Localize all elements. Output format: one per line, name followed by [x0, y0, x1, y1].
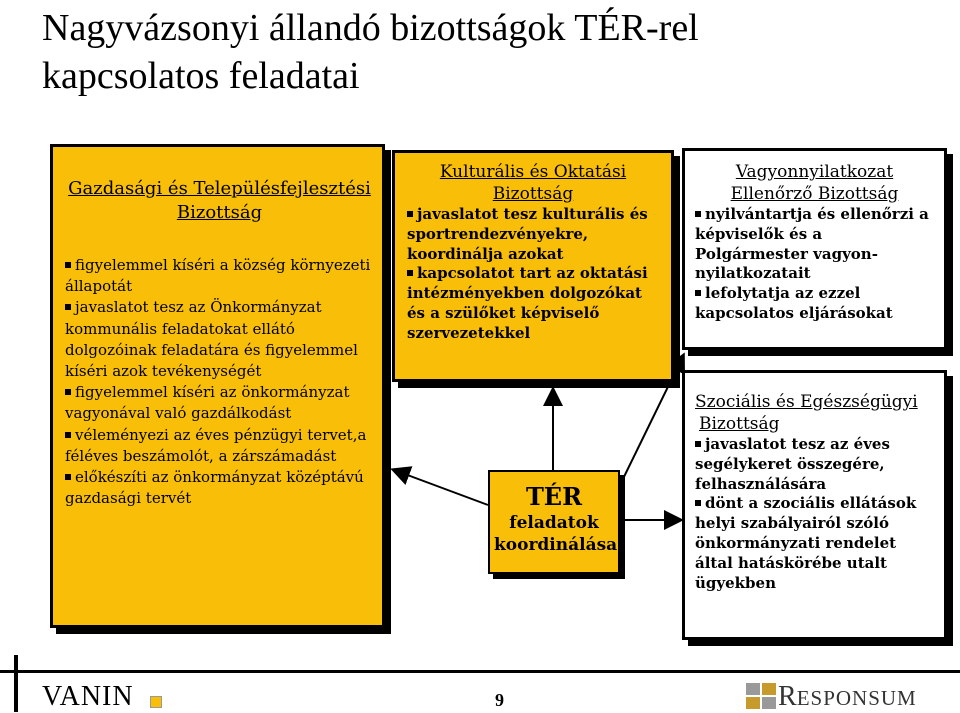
- list-item: javaslatot tesz az éves segélykeret összegére, felhasználására: [695, 435, 934, 494]
- szocialis-title-line2: Bizottság: [699, 414, 780, 434]
- ter-koordinacio-box: [488, 470, 620, 574]
- list-item: dönt a szociális ellátások helyi szabályairól szóló önkormányzati rendelet által hatáskörébe utalt ügyekben: [695, 494, 934, 593]
- vagyonnyilatkozat-title-line2: Ellenőrző Bizottság: [730, 184, 899, 204]
- slide-title-line1: Nagyvázsonyi állandó bizottságok TÉR-rel: [42, 7, 699, 49]
- kulturalis-title-line1: Kulturális és Oktatási: [439, 162, 627, 182]
- list-item: javaslatot tesz az Önkormányzat kommunális feladatokat ellátó dolgozóinak feladatára és figyelemmel kíséri azok tevékenységét: [65, 297, 374, 382]
- list-item: figyelemmel kíséri a község környezeti állapotát: [65, 255, 374, 297]
- list-item: javaslatot tesz kulturális és sportrendezvényekre, koordinálja azokat: [407, 205, 659, 264]
- gazdasagi-bullets: [65, 255, 374, 509]
- vagyonnyilatkozat-title: [695, 161, 934, 205]
- list-item: lefolytatja az ezzel kapcsolatos eljárásokat: [695, 284, 934, 324]
- list-item: előkészíti az önkormányzat középtávú gazdasági tervét: [65, 467, 374, 509]
- vanin-logo-square-icon: [150, 696, 162, 708]
- footer-vertical-bar: [14, 655, 18, 712]
- responsum-logo-icon: [746, 683, 776, 709]
- gazdasagi-title-line1: Gazdasági és Településfejlesztési: [68, 178, 371, 199]
- gazdasagi-title: [65, 177, 374, 225]
- kulturalis-title: [407, 161, 659, 205]
- gazdasagi-bizottsag-box: [50, 144, 385, 628]
- vagyonnyilatkozat-bizottsag-box: [682, 148, 947, 350]
- list-item: figyelemmel kíséri az önkormányzat vagyonával való gazdálkodást: [65, 382, 374, 424]
- szocialis-bizottsag-box: [682, 370, 947, 640]
- ter-line1: TÉR: [525, 482, 583, 511]
- list-item: nyilvántartja és ellenőrzi a képviselők és a Polgármester vagyon-nyilatkozatait: [695, 205, 934, 284]
- ter-line3: koordinálása: [494, 535, 618, 555]
- arrow-to-gazdasagi: [394, 470, 488, 505]
- responsum-logo-text: [778, 682, 917, 713]
- gazdasagi-title-line2: Bizottság: [176, 202, 263, 223]
- kulturalis-bizottsag-box: [392, 150, 674, 382]
- kulturalis-title-line2: Bizottság: [492, 184, 574, 204]
- szocialis-title: [695, 391, 934, 435]
- vagyonnyilatkozat-bullets: [695, 205, 934, 324]
- responsum-initial: R: [778, 681, 797, 712]
- vanin-logo-text: VANIN: [42, 681, 134, 712]
- footer-divider: [0, 670, 960, 673]
- page-number: 9: [495, 690, 504, 710]
- list-item: véleményezi az éves pénzügyi tervet,a féléves beszámolót, a zárszámadást: [65, 425, 374, 467]
- kulturalis-bullets: [407, 205, 659, 344]
- responsum-rest: ESPONSUM: [796, 686, 917, 710]
- list-item: kapcsolatot tart az oktatási intézményekben dolgozókat és a szülőket képviselő szervezetekkel: [407, 264, 659, 343]
- szocialis-bullets: [695, 435, 934, 593]
- ter-line2: feladatok: [509, 513, 599, 533]
- vagyonnyilatkozat-title-line1: Vagyonnyilatkozat: [735, 162, 894, 182]
- szocialis-title-line1: Szociális és Egészségügyi: [695, 392, 918, 412]
- slide-title-line2: kapcsolatos feladatai: [42, 55, 360, 97]
